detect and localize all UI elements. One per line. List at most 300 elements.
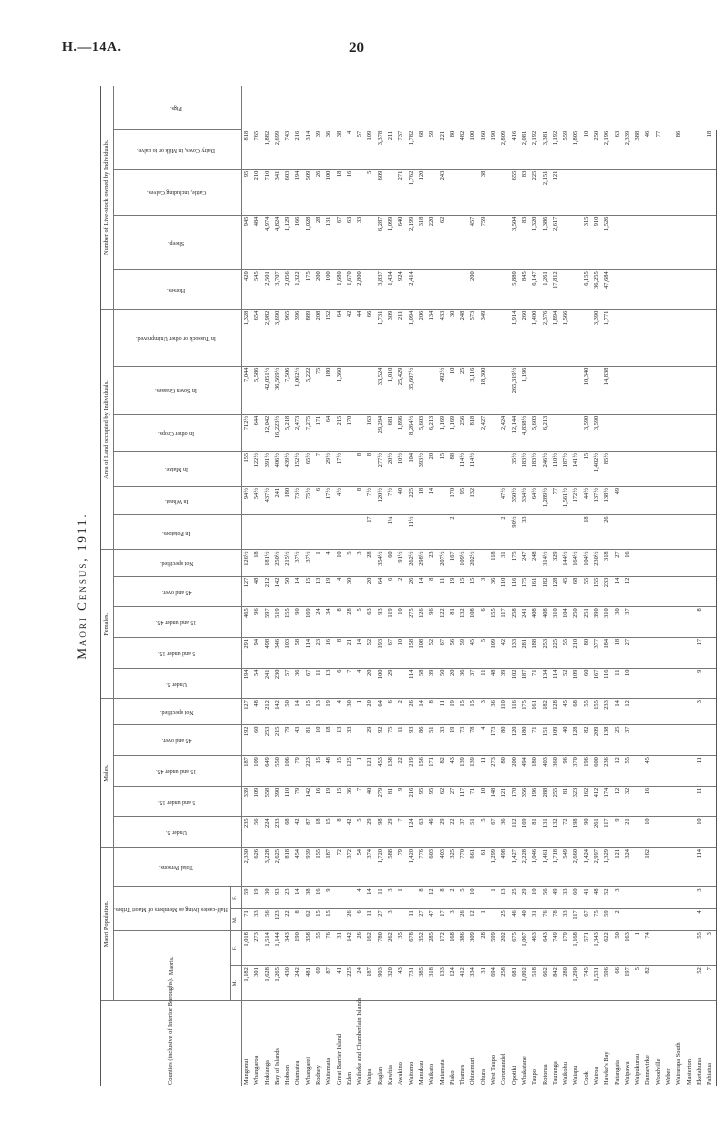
table-cell	[685, 848, 695, 887]
table-cell: 79	[397, 848, 407, 887]
table-cell: 163	[366, 414, 376, 451]
table-cell	[705, 515, 716, 550]
table-cell: 253	[263, 725, 273, 756]
table-cell	[685, 725, 695, 756]
table-cell	[695, 486, 705, 514]
table-cell	[664, 309, 674, 366]
table-cell: 91½	[397, 550, 407, 576]
table-cell: 18	[613, 637, 623, 668]
table-cell	[664, 725, 674, 756]
table-cell: 209	[592, 725, 602, 756]
table-cell: 59	[242, 887, 253, 909]
table-cell: 842	[551, 966, 561, 1001]
halfcastes-male-header: M.	[231, 909, 242, 931]
table-cell: 116	[603, 668, 613, 699]
table-cell	[633, 699, 643, 725]
table-cell: 241	[273, 486, 283, 514]
female-5-15-header: 5 and under 15.	[114, 637, 242, 668]
table-cell	[427, 515, 437, 550]
table-cell: 119	[386, 607, 396, 638]
table-cell	[654, 414, 664, 451]
potatoes-header: In Potatoes.	[114, 515, 242, 550]
table-cell: 759	[479, 215, 489, 270]
county-name-cell: Patangata	[613, 1060, 621, 1085]
table-cell: 3,228	[263, 848, 273, 887]
table-cell: 77	[551, 486, 561, 514]
table-cell: 749	[551, 931, 561, 966]
table-cell: 16	[314, 786, 324, 817]
table-cell	[489, 414, 499, 451]
table-cell: 2,424	[500, 414, 510, 451]
table-cell: 318	[417, 215, 427, 270]
table-cell	[695, 725, 705, 756]
table-cell: 133	[510, 637, 520, 668]
table-cell: 1,434	[386, 270, 396, 309]
table-cell: 190	[294, 931, 304, 966]
table-cell: 29	[438, 817, 448, 848]
table-cell	[654, 786, 664, 817]
table-row	[623, 86, 633, 1086]
table-cell: 354½	[376, 550, 386, 576]
table-cell: 98	[376, 817, 386, 848]
table-row	[355, 86, 365, 1086]
county-name-cell: Eketahuna	[695, 1058, 703, 1085]
table-cell: 8	[335, 607, 345, 638]
table-cell: 121	[551, 169, 561, 215]
document-title: Maori Census, 1911.	[74, 512, 89, 660]
table-cell: 2,199	[407, 215, 417, 270]
table-cell: 151	[541, 725, 551, 756]
table-cell: 291	[242, 637, 253, 668]
table-cell: 219	[407, 756, 417, 787]
table-cell: 5	[479, 817, 489, 848]
table-cell: 54½	[252, 486, 262, 514]
table-cell	[654, 931, 664, 966]
table-cell	[623, 169, 633, 215]
table-cell	[355, 576, 365, 607]
male-not-specified-header: Not specified.	[114, 699, 242, 725]
table-cell: 68	[417, 130, 427, 169]
table-cell	[427, 270, 437, 309]
table-cell: 170	[345, 414, 355, 451]
table-cell: 1,561½	[561, 486, 571, 514]
table-cell	[695, 576, 705, 607]
table-cell: 37	[458, 817, 468, 848]
table-cell: 248	[458, 309, 468, 366]
table-cell: 58	[417, 668, 427, 699]
table-cell: 38	[479, 169, 489, 215]
table-cell	[654, 309, 664, 366]
table-cell	[664, 414, 674, 451]
table-cell: 142	[273, 576, 283, 607]
table-cell: 109	[551, 725, 561, 756]
table-cell: 6,213	[427, 414, 437, 451]
table-cell: 155	[592, 576, 602, 607]
table-cell: 63	[417, 817, 427, 848]
table-cell: 6,155	[582, 270, 592, 309]
table-cell: 15	[458, 576, 468, 607]
table-cell: 250	[592, 130, 602, 169]
table-cell: 33	[561, 887, 571, 909]
table-cell	[263, 515, 273, 550]
table-cell: 6	[335, 668, 345, 699]
table-cell: 23	[427, 550, 437, 576]
table-cell	[654, 486, 664, 514]
county-name-cell: Pahiatua	[705, 1001, 716, 1086]
table-cell: 124	[448, 966, 458, 1001]
table-cell: 31	[500, 550, 510, 576]
table-cell	[417, 366, 427, 414]
table-cell: 102	[510, 668, 520, 699]
table-cell: 211	[386, 130, 396, 169]
table-cell: 14	[294, 699, 304, 725]
table-cell: 110	[500, 699, 510, 725]
table-cell: 224	[263, 817, 273, 848]
table-cell: 180	[283, 486, 293, 514]
table-cell: 63	[345, 215, 355, 270]
table-row	[273, 86, 283, 1086]
table-cell: 27	[448, 786, 458, 817]
table-cell: 6	[314, 486, 324, 514]
table-cell: 114	[304, 637, 314, 668]
maize-header: In Maize.	[114, 451, 242, 486]
table-cell: 196	[530, 786, 540, 817]
table-cell	[345, 451, 355, 486]
table-cell: 17	[438, 909, 448, 931]
table-cell: 1,805	[572, 130, 582, 169]
table-row	[242, 86, 253, 1086]
female-under5-header: Under 5.	[114, 668, 242, 699]
table-cell: 43	[294, 725, 304, 756]
table-cell: 903	[376, 966, 386, 1001]
table-cell	[623, 515, 633, 550]
table-cell: 5	[366, 169, 376, 215]
table-cell: 63	[366, 607, 376, 638]
table-cell	[561, 515, 571, 550]
table-cell	[500, 451, 510, 486]
table-cell: 2	[613, 909, 623, 931]
table-cell	[685, 668, 695, 699]
table-cell	[654, 966, 664, 1001]
table-cell	[644, 451, 654, 486]
table-cell: 26	[407, 699, 417, 725]
table-cell	[654, 576, 664, 607]
table-cell: 3,381	[541, 130, 551, 169]
table-cell: 180	[520, 725, 530, 756]
table-cell: 3	[386, 909, 396, 931]
report-code: H.—14A.	[62, 40, 122, 55]
table-cell: 28	[479, 931, 489, 966]
table-cell: 197	[623, 966, 633, 1001]
table-cell	[397, 909, 407, 931]
table-cell: 1,914	[510, 309, 520, 366]
table-cell: 4	[479, 725, 489, 756]
table-cell	[644, 699, 654, 725]
table-cell	[685, 817, 695, 848]
table-cell: 46	[644, 130, 654, 169]
table-cell	[675, 550, 685, 576]
table-cell	[685, 515, 695, 550]
table-cell: 29	[386, 817, 396, 848]
table-cell: 1,328	[242, 309, 253, 366]
table-cell	[675, 515, 685, 550]
table-row	[314, 86, 324, 1086]
table-cell: 1,046	[530, 848, 540, 887]
table-cell: 110½	[551, 451, 561, 486]
table-cell: 9	[613, 817, 623, 848]
table-cell: 1,320	[530, 215, 540, 270]
table-cell	[572, 515, 582, 550]
table-cell	[397, 668, 407, 699]
land-group-header: Area of Land occupied by Individuals.	[101, 309, 114, 550]
table-cell: 221	[438, 130, 448, 169]
table-row	[448, 86, 458, 1086]
table-cell: 116	[510, 576, 520, 607]
table-cell: 845	[520, 270, 530, 309]
table-row	[530, 86, 540, 1086]
table-cell: 2,228	[520, 848, 530, 887]
table-cell: 3,590	[592, 414, 602, 451]
table-cell	[633, 848, 643, 887]
table-cell: 39	[500, 668, 510, 699]
table-cell	[705, 725, 716, 756]
table-cell	[664, 576, 674, 607]
table-cell	[355, 366, 365, 414]
table-cell	[592, 169, 602, 215]
table-cell	[500, 309, 510, 366]
table-cell	[685, 699, 695, 725]
table-cell	[695, 550, 705, 576]
table-cell: 138	[603, 725, 613, 756]
table-cell: 358	[304, 931, 314, 966]
table-cell: 910	[592, 215, 602, 270]
table-cell: 13	[335, 725, 345, 756]
table-row	[335, 86, 345, 1086]
table-cell: 5,218	[283, 414, 293, 451]
table-cell: 172	[438, 931, 448, 966]
table-cell: 74	[644, 931, 654, 966]
table-cell: 571	[582, 931, 592, 966]
table-cell: 76	[541, 909, 551, 931]
table-cell	[644, 668, 654, 699]
table-cell: 3	[448, 909, 458, 931]
table-cell: 59	[603, 909, 613, 931]
table-cell: 142	[304, 786, 314, 817]
table-cell: 2,330	[242, 848, 253, 887]
table-cell	[530, 515, 540, 550]
table-cell: 81	[448, 607, 458, 638]
table-cell: 5,586	[252, 366, 262, 414]
table-cell: 83	[520, 215, 530, 270]
table-cell: 183½	[530, 451, 540, 486]
table-cell: 260	[520, 309, 530, 366]
county-name-cell: Piako	[448, 1070, 456, 1085]
table-cell: 67	[335, 215, 345, 270]
table-cell: 1,099	[386, 215, 396, 270]
table-cell	[644, 486, 654, 514]
county-name-cell: Masterton	[685, 1059, 693, 1085]
table-cell	[675, 966, 685, 1001]
table-cell: 1,329	[603, 848, 613, 887]
table-cell: 45	[469, 637, 479, 668]
table-cell: 643	[541, 931, 551, 966]
table-cell: 223	[304, 756, 314, 787]
table-cell: 37½	[304, 550, 314, 576]
table-cell	[675, 668, 685, 699]
table-cell	[654, 366, 664, 414]
table-cell: 202	[500, 931, 510, 966]
table-cell: 35	[397, 931, 407, 966]
table-cell: 17½	[325, 486, 335, 514]
table-cell: 22	[448, 817, 458, 848]
table-cell: 67	[489, 817, 499, 848]
table-row	[592, 86, 602, 1086]
table-cell	[705, 486, 716, 514]
table-cell: 39	[427, 668, 437, 699]
table-row	[417, 86, 427, 1086]
table-cell: 56	[448, 637, 458, 668]
table-cell	[294, 515, 304, 550]
table-cell: 14	[427, 486, 437, 514]
table-cell: 114½	[469, 451, 479, 486]
table-cell	[675, 887, 685, 909]
table-cell: 14	[417, 699, 427, 725]
table-cell: 187½	[561, 451, 571, 486]
table-cell: 235	[242, 817, 253, 848]
table-cell: 251	[582, 607, 592, 638]
table-cell: 661	[469, 848, 479, 887]
table-cell: 655	[510, 169, 520, 215]
table-cell: 31	[335, 931, 345, 966]
pigs-header: Pigs.	[114, 86, 242, 130]
table-cell: 310	[551, 607, 561, 638]
other-crops-header: In other Crops.	[114, 414, 242, 451]
table-cell: 100	[376, 668, 386, 699]
table-cell	[654, 756, 664, 787]
table-cell: 104	[561, 607, 571, 638]
table-cell: 10	[623, 668, 633, 699]
table-cell	[633, 309, 643, 366]
table-cell: 21	[623, 817, 633, 848]
table-cell: 164½	[572, 550, 582, 576]
table-cell: 681	[386, 414, 396, 451]
table-cell: 118	[489, 550, 499, 576]
table-cell: 163	[623, 931, 633, 966]
table-cell: 1,028	[304, 215, 314, 270]
table-cell: 206	[417, 309, 427, 366]
table-cell	[633, 451, 643, 486]
table-cell: 126½	[242, 550, 253, 576]
table-cell	[448, 215, 458, 270]
male-under5-header: Under 5.	[114, 817, 242, 848]
table-cell: 343	[283, 931, 293, 966]
table-cell: 390	[273, 786, 283, 817]
table-cell: 388	[633, 130, 643, 169]
table-cell	[252, 515, 262, 550]
table-cell	[623, 451, 633, 486]
table-row	[427, 86, 437, 1086]
table-cell: 2,800	[355, 270, 365, 309]
table-cell: 5,603	[530, 414, 540, 451]
table-cell: 202½	[469, 550, 479, 576]
table-cell: 7,275	[304, 414, 314, 451]
table-cell: 494	[520, 756, 530, 787]
table-cell: 1,402½	[592, 451, 602, 486]
table-cell: 8	[355, 451, 365, 486]
table-cell: 36,569½	[273, 366, 283, 414]
county-name-cell: Wairoa	[593, 1066, 600, 1085]
table-cell: 42	[345, 309, 355, 366]
table-cell: 2	[397, 576, 407, 607]
table-cell: 29	[386, 668, 396, 699]
county-name-cell: Waitemata	[325, 1057, 333, 1085]
table-cell: 155	[283, 607, 293, 638]
table-cell: 64	[335, 309, 345, 366]
table-cell: 12,144	[510, 414, 520, 451]
table-cell: 8	[417, 887, 427, 909]
table-cell	[685, 215, 695, 270]
table-cell: 11	[479, 668, 489, 699]
table-cell	[335, 887, 345, 909]
table-cell	[664, 699, 674, 725]
table-cell	[479, 887, 489, 909]
county-name-cell: Eden	[345, 1071, 353, 1085]
table-cell: 241	[263, 668, 273, 699]
table-cell: 57	[283, 668, 293, 699]
table-cell: 71	[530, 668, 540, 699]
table-cell	[479, 451, 489, 486]
table-cell: 19	[448, 725, 458, 756]
table-cell: 68	[283, 817, 293, 848]
table-cell	[685, 130, 695, 169]
table-cell: 114½	[458, 451, 468, 486]
table-cell: 2,809	[500, 130, 510, 169]
table-row	[664, 86, 674, 1086]
table-cell: 710	[263, 169, 273, 215]
table-cell: 141½	[572, 451, 582, 486]
table-cell: 4	[345, 130, 355, 169]
table-cell: 599	[489, 931, 499, 966]
table-cell: 2	[448, 515, 458, 550]
table-cell: 80	[500, 756, 510, 787]
table-cell: 29	[520, 887, 530, 909]
table-cell: 498	[500, 848, 510, 887]
tussock-header: In Tussock or other Unimproved.	[114, 309, 242, 366]
table-cell: 230	[273, 668, 283, 699]
table-cell: 21	[345, 637, 355, 668]
table-cell: 18	[582, 515, 592, 550]
table-cell: 8	[335, 637, 345, 668]
table-row	[633, 86, 643, 1086]
table-cell: 33	[520, 515, 530, 550]
table-cell: 352	[417, 931, 427, 966]
table-cell	[654, 909, 664, 931]
table-cell	[705, 576, 716, 607]
county-name-cell: Raglan	[376, 1066, 384, 1085]
table-cell: 109	[572, 668, 582, 699]
table-cell: 1,196	[520, 366, 530, 414]
table-cell: 3	[386, 887, 396, 909]
table-cell: 211	[397, 309, 407, 366]
table-cell	[675, 699, 685, 725]
table-cell	[613, 414, 623, 451]
table-cell	[613, 309, 623, 366]
table-cell	[685, 366, 695, 414]
table-cell: 94	[252, 637, 262, 668]
table-cell: 54	[355, 848, 365, 887]
table-cell	[355, 169, 365, 215]
table-cell: 47	[427, 909, 437, 931]
